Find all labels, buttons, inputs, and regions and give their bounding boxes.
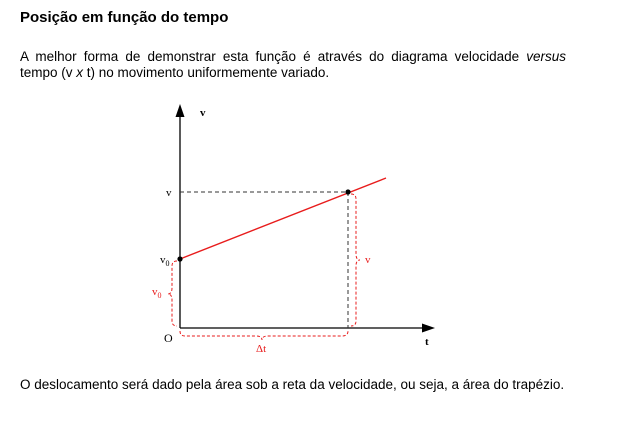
- brace-v0-label: $v_0$: [152, 286, 162, 300]
- velocity-time-diagram: [140, 98, 450, 363]
- intro-x: x: [76, 65, 84, 80]
- intro-text-3: t) no movimento uniformemente variado.: [83, 65, 330, 80]
- intro-text-2: tempo (v: [20, 65, 77, 80]
- brace-v0: [168, 261, 177, 326]
- intro-text-1: A melhor forma de demonstrar esta função é através do diagrama velocidade: [20, 49, 527, 64]
- t-axis-arrow: [422, 324, 435, 333]
- velocity-line: [180, 178, 386, 259]
- point-v: [345, 189, 350, 194]
- intro-emphasis: versus: [526, 49, 566, 64]
- brace-v-label: v: [365, 254, 371, 266]
- tick-v0-label: $v_0$: [160, 254, 170, 268]
- page-title: Posição em função do tempo: [20, 9, 229, 26]
- tick-v-label: v: [166, 187, 172, 199]
- axis-v-label: v: [200, 107, 206, 119]
- axis-t-label: t: [425, 336, 429, 348]
- conclusion-paragraph: O deslocamento será dado pela área sob a reta da velocidade, ou seja, a área do trapézio.: [20, 377, 565, 392]
- brace-dt: [180, 331, 348, 340]
- brace-dt-label: Δt: [256, 343, 267, 355]
- origin-label: O: [164, 331, 173, 345]
- brace-v: [351, 194, 360, 326]
- point-v0: [177, 256, 182, 261]
- v-axis-arrow: [176, 104, 185, 117]
- intro-paragraph: [20, 49, 566, 81]
